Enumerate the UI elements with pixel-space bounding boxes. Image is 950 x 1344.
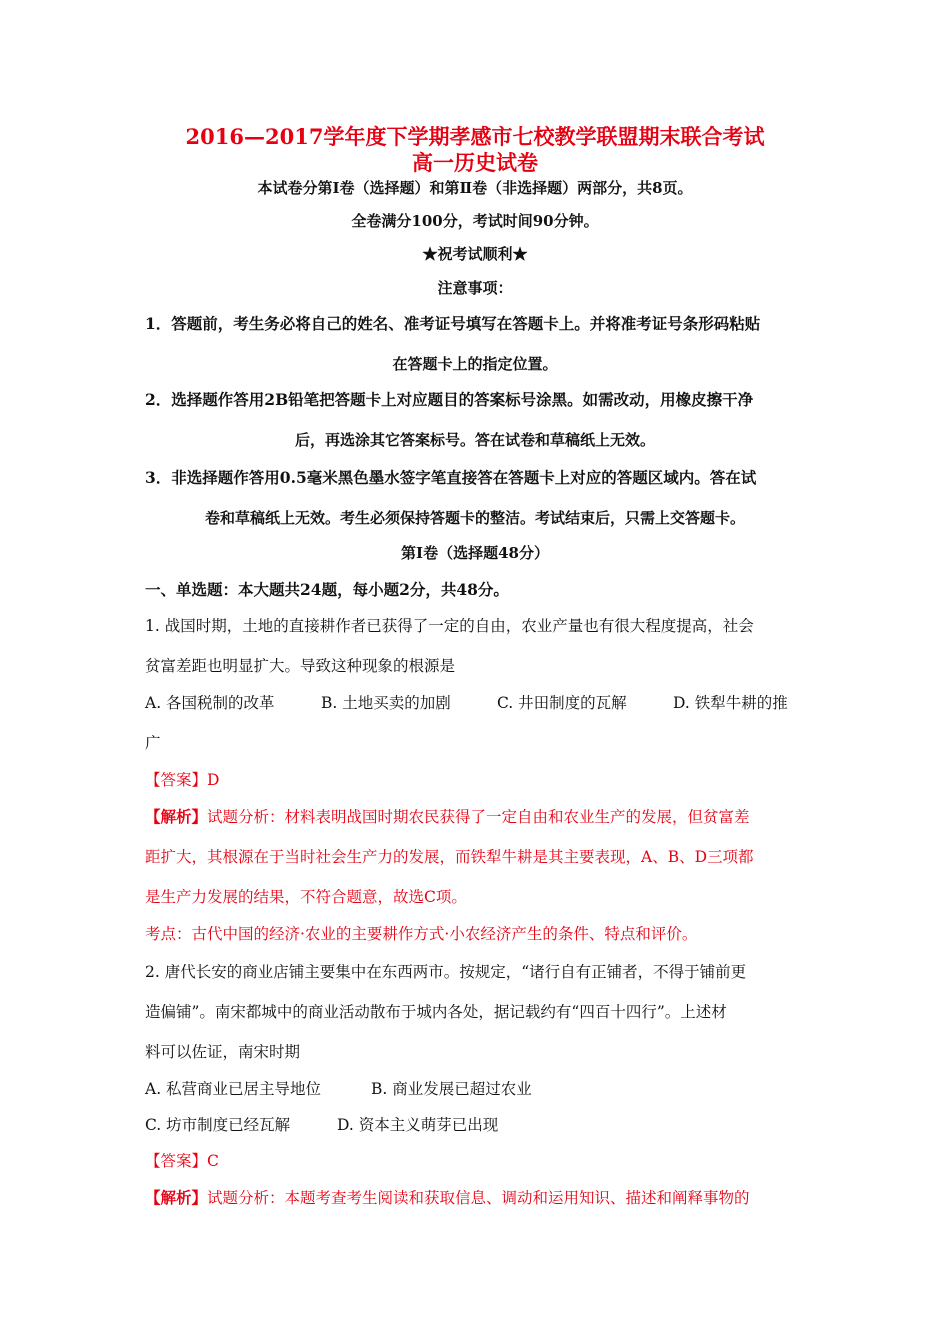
q1-answer: 【答案】D [145, 771, 220, 789]
q1-options [145, 693, 810, 713]
section-title: 第Ⅰ卷（选择题48分） [401, 544, 549, 562]
q2-option-a: A. 私营商业已居主导地位 [145, 1080, 322, 1098]
q1-option-d: D. 铁犁牛耕的推 [673, 694, 788, 712]
q1-analysis-text-1: 试题分析：材料表明战国时期农民获得了一定自由和农业生产的发展，但贫富差 [207, 808, 750, 826]
notice-title: 注意事项： [437, 279, 513, 297]
notice-3-line-2: 卷和草稿纸上无效。考生必须保持答题卡的整洁。考试结束后，只需上交答题卡。 [204, 509, 745, 527]
q2-stem-line-2: 造偏铺”。南宋都城中的商业活动散布于城内各处，据记载约有“四百十四行”。上述材 [145, 1003, 727, 1021]
notice-1-line-1: 1．答题前，考生务必将自己的姓名、准考证号填写在答题卡上。并将准考证号条形码粘贴 [145, 314, 761, 333]
q1-option-c: C. 井田制度的瓦解 [497, 694, 627, 712]
q1-option-a: A. 各国税制的改革 [145, 694, 275, 712]
q1-option-wrap: 广 [145, 734, 161, 752]
q1-analysis-line-2: 距扩大，其根源在于当时社会生产力的发展，而铁犁牛耕是其主要表现，A、B、D三项都 [145, 848, 754, 866]
notice-2-line-1: 2．选择题作答用2B铅笔把答题卡上对应题目的答案标号涂黑。如需改动，用橡皮擦干净 [145, 390, 754, 409]
intro-line-1: 本试卷分第Ⅰ卷（选择题）和第Ⅱ卷（非选择题）两部分，共8页。 [257, 179, 693, 197]
q2-option-b: B. 商业发展已超过农业 [371, 1080, 532, 1098]
q1-stem-line-2: 贫富差距也明显扩大。导致这种现象的根源是 [145, 657, 456, 675]
q2-analysis-line-1 [145, 1188, 810, 1208]
q1-option-b: B. 土地买卖的加剧 [321, 694, 451, 712]
notice-2-line-2: 后，再选涂其它答案标号。答在试卷和草稿纸上无效。 [294, 431, 655, 449]
q2-options-row-2 [145, 1115, 810, 1135]
q2-analysis-label: 【解析】 [145, 1188, 208, 1207]
q1-analysis-line-1 [145, 807, 810, 827]
q2-stem-line-1: 2. 唐代长安的商业店铺主要集中在东西两市。按规定，“诸行自有正铺者，不得于铺前更 [145, 963, 747, 981]
q2-analysis-text-1: 试题分析：本题考查考生阅读和获取信息、调动和运用知识、描述和阐释事物的 [207, 1189, 750, 1207]
good-luck-wish: ★祝考试顺利★ [422, 245, 528, 263]
notice-1-line-2: 在答题卡上的指定位置。 [392, 355, 558, 373]
notice-3-line-1: 3．非选择题作答用0.5毫米黑色墨水签字笔直接答在答题卡上对应的答题区域内。答在试 [145, 468, 757, 487]
intro-line-2: 全卷满分100分，考试时间90分钟。 [351, 212, 599, 230]
exam-subtitle: 高一历史试卷 [412, 150, 538, 175]
q2-options-row-1 [145, 1079, 810, 1099]
part-heading: 一、单选题：本大题共24题，每小题2分，共48分。 [145, 580, 509, 599]
exam-title: 2016—2017学年度下学期孝感市七校教学联盟期末联合考试 [185, 124, 765, 149]
q2-option-d: D. 资本主义萌芽已出现 [337, 1116, 499, 1134]
q2-option-c: C. 坊市制度已经瓦解 [145, 1116, 291, 1134]
q1-analysis-label: 【解析】 [145, 807, 208, 826]
q1-analysis-line-3: 是生产力发展的结果，不符合题意，故选C项。 [145, 888, 467, 906]
q1-stem-line-1: 1. 战国时期，土地的直接耕作者已获得了一定的自由，农业产量也有很大程度提高，社会 [145, 617, 754, 635]
q1-kaodian: 考点：古代中国的经济·农业的主要耕作方式·小农经济产生的条件、特点和评价。 [145, 925, 698, 943]
q2-answer: 【答案】C [145, 1152, 219, 1170]
q2-stem-line-3: 料可以佐证，南宋时期 [145, 1043, 301, 1061]
